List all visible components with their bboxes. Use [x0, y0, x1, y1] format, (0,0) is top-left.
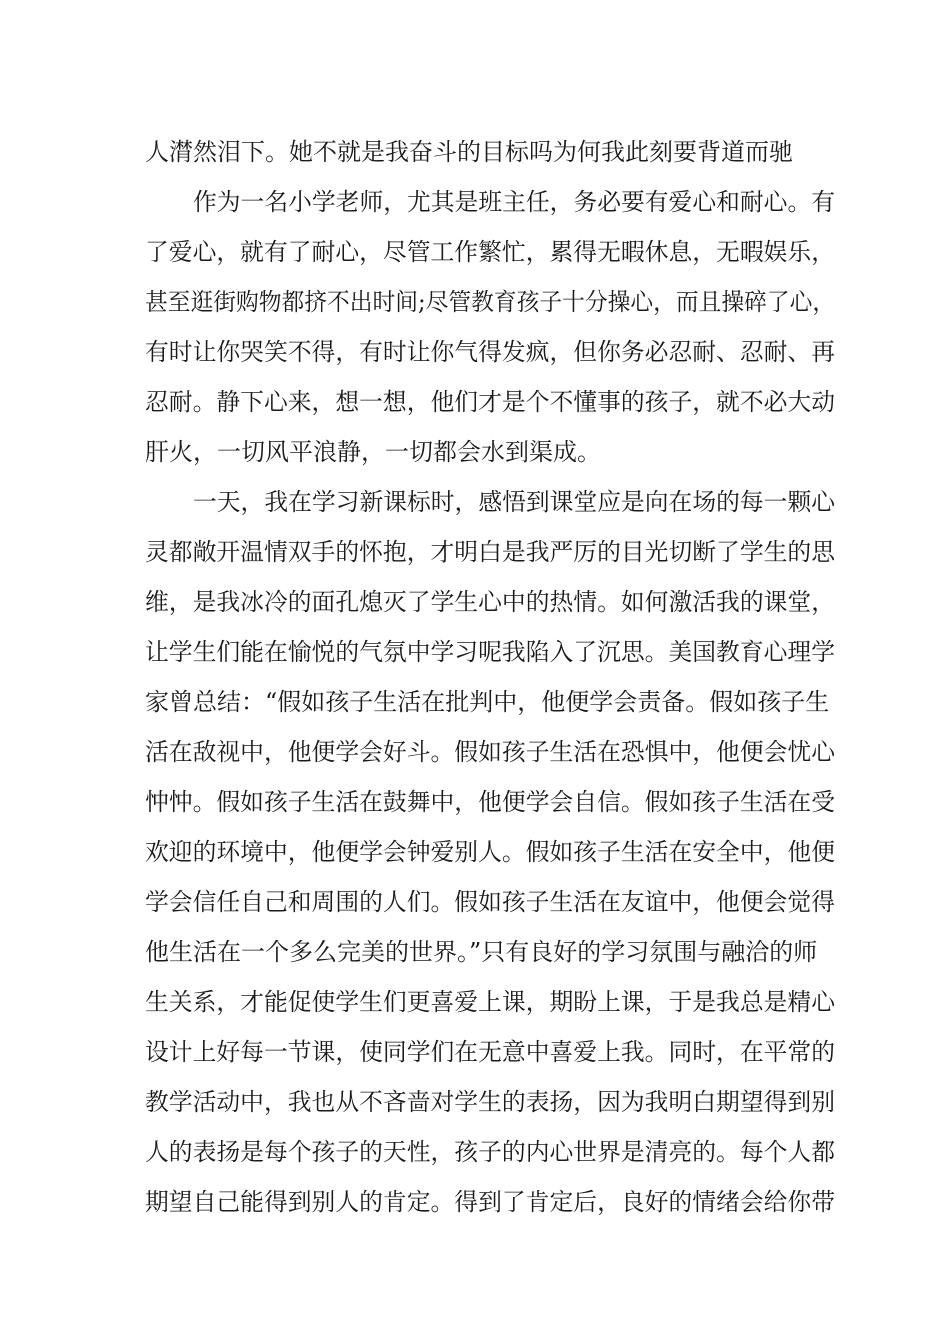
paragraph-start-line: 一天，我在学习新课标时，感悟到课堂应是向在场的每一颗心 [193, 488, 835, 516]
text-line: 学会信任自己和周围的人们。假如孩子生活在友谊中，他便会觉得 [145, 888, 835, 916]
text-line: 教学活动中，我也从不吝啬对学生的表扬，因为我明白期望得到别 [145, 1088, 835, 1116]
text-line: 灵都敞开温情双手的怀抱，才明白是我严厉的目光切断了学生的思 [145, 538, 835, 566]
text-line: 维，是我冰冷的面孔熄灭了学生心中的热情。如何激活我的课堂， [145, 588, 835, 616]
text-line: 有时让你哭笑不得，有时让你气得发疯，但你务必忍耐、忍耐、再 [145, 338, 835, 366]
text-line: 忍耐。静下心来，想一想，他们才是个不懂事的孩子，就不必大动 [145, 388, 835, 416]
text-line: 肝火，一切风平浪静，一切都会水到渠成。 [145, 438, 601, 466]
text-line: 欢迎的环境中，他便学会钟爱别人。假如孩子生活在安全中，他便 [145, 838, 835, 866]
text-line: 了爱心，就有了耐心，尽管工作繁忙，累得无暇休息，无暇娱乐， [145, 238, 835, 266]
text-line: 他生活在一个多么完美的世界。”只有良好的学习氛围与融洽的师 [145, 938, 818, 966]
text-line: 活在敌视中，他便学会好斗。假如孩子生活在恐惧中，他便会忧心 [145, 738, 835, 766]
text-line: 人的表扬是每个孩子的天性，孩子的内心世界是清亮的。每个人都 [145, 1138, 835, 1166]
text-line: 设计上好每一节课，使同学们在无意中喜爱上我。同时，在平常的 [145, 1038, 835, 1066]
text-line: 家曾总结：“假如孩子生活在批判中，他便学会责备。假如孩子生 [145, 688, 830, 716]
text-line: 甚至逛街购物都挤不出时间;尽管教育孩子十分操心，而且操碎了心， [145, 288, 836, 316]
text-line: 生关系，才能促使学生们更喜爱上课，期盼上课，于是我总是精心 [145, 988, 835, 1016]
text-line: 期望自己能得到别人的肯定。得到了肯定后，良好的情绪会给你带 [145, 1188, 835, 1216]
paragraph-start-line: 作为一名小学老师，尤其是班主任，务必要有爱心和耐心。有 [193, 188, 835, 216]
text-line: 忡忡。假如孩子生活在鼓舞中，他便学会自信。假如孩子生活在受 [145, 788, 835, 816]
text-line: 让学生们能在愉悦的气氛中学习呢我陷入了沉思。美国教育心理学 [145, 638, 835, 666]
text-line: 人潸然泪下。她不就是我奋斗的目标吗为何我此刻要背道而驰 [145, 138, 793, 166]
